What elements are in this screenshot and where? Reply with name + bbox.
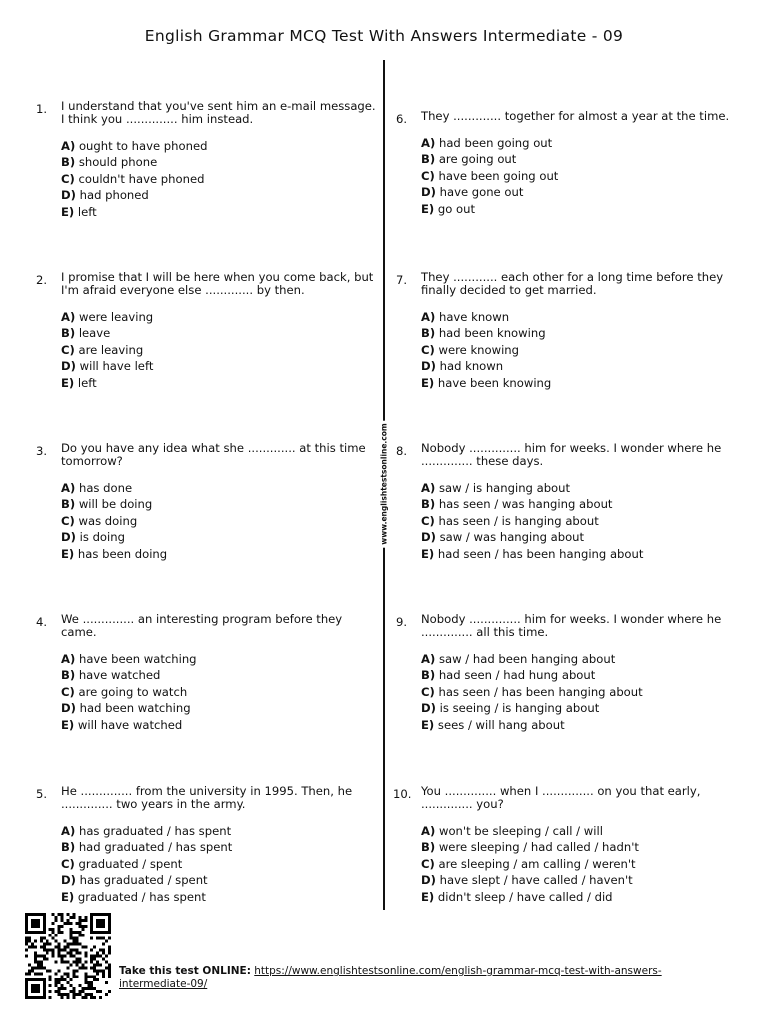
option-text: left <box>77 375 97 390</box>
footer <box>119 965 719 990</box>
options-list <box>61 138 377 220</box>
option-letter: C) <box>421 513 435 528</box>
answer-option[interactable] <box>61 856 377 872</box>
option-letter: B) <box>421 326 436 341</box>
answer-option[interactable] <box>421 667 737 683</box>
option-text: are sleeping / am calling / weren't <box>438 856 636 871</box>
option-letter: B) <box>61 840 76 855</box>
option-text: were leaving <box>78 310 154 324</box>
option-text: had been knowing <box>438 326 546 341</box>
qr-code <box>24 913 112 999</box>
question-text: I promise that I will be here when you come back, but I'm afraid everyone else ............. by then. <box>61 270 374 297</box>
options-list <box>61 309 377 391</box>
question-text: You .............. when I .............. on you that early, .............. you? <box>421 784 701 811</box>
option-letter: E) <box>421 717 435 732</box>
answer-option[interactable] <box>61 187 377 203</box>
option-letter: A) <box>61 310 76 324</box>
option-letter: A) <box>61 139 76 153</box>
answer-option[interactable] <box>421 717 737 733</box>
option-text: had known <box>439 359 504 374</box>
question-item <box>36 784 377 905</box>
question-number: 5. <box>36 787 48 801</box>
option-text: were sleeping / had called / hadn't <box>438 840 639 855</box>
answer-option[interactable] <box>61 889 377 905</box>
question-text: They ............ each other for a long time before they finally decided to get married. <box>421 270 724 297</box>
option-letter: A) <box>61 824 76 838</box>
question-text: I understand that you've sent him an e-mail message. I think you .............. him instead. <box>61 99 376 126</box>
answer-option[interactable] <box>421 151 737 167</box>
site-watermark-text: www.englishtestsonline.com <box>380 420 389 547</box>
question-item <box>36 441 377 562</box>
option-text: couldn't have phoned <box>78 171 205 186</box>
option-letter: E) <box>61 889 75 904</box>
option-letter: E) <box>61 546 75 561</box>
option-text: has graduated / has spent <box>78 824 232 838</box>
answer-option[interactable] <box>421 201 737 217</box>
answer-option[interactable] <box>61 667 377 683</box>
option-text: have been knowing <box>437 375 552 390</box>
footer-label: Take this test ONLINE: <box>119 965 251 977</box>
answer-option[interactable] <box>61 154 377 170</box>
option-text: is doing <box>79 530 125 545</box>
answer-option[interactable] <box>421 325 737 341</box>
question-number: 4. <box>36 615 48 629</box>
answer-option[interactable] <box>61 171 377 187</box>
answer-option[interactable] <box>61 651 377 667</box>
answer-option[interactable] <box>421 496 737 512</box>
question-text: Nobody .............. him for weeks. I wonder where he .............. all this time. <box>421 612 722 639</box>
answer-option[interactable] <box>61 872 377 888</box>
options-list <box>61 480 377 562</box>
options-list <box>61 823 377 905</box>
answer-option[interactable] <box>61 529 377 545</box>
option-text: are leaving <box>78 342 144 357</box>
option-letter: E) <box>421 201 435 216</box>
option-text: have slept / have called / haven't <box>439 873 633 888</box>
option-text: graduated / spent <box>78 856 183 871</box>
options-list <box>421 480 737 562</box>
option-letter: A) <box>421 481 436 495</box>
option-text: has seen / was hanging about <box>438 497 613 512</box>
option-text: have been going out <box>438 168 559 183</box>
option-text: had seen / has been hanging about <box>437 546 644 561</box>
options-list <box>421 309 737 391</box>
option-text: ought to have phoned <box>78 139 208 153</box>
question-number: 10. <box>393 787 412 801</box>
option-text: had been going out <box>438 136 553 150</box>
option-letter: A) <box>61 652 76 666</box>
option-letter: E) <box>61 204 75 219</box>
answer-option[interactable] <box>61 480 377 496</box>
option-letter: B) <box>421 497 436 512</box>
question-number: 8. <box>396 444 408 458</box>
option-text: has seen / has been hanging about <box>438 684 643 699</box>
option-letter: B) <box>61 497 76 512</box>
option-letter: B) <box>421 152 436 167</box>
option-text: are going out <box>438 152 517 167</box>
option-letter: B) <box>61 326 76 341</box>
question-number: 2. <box>36 273 48 287</box>
answer-option[interactable] <box>421 529 737 545</box>
option-letter: A) <box>61 481 76 495</box>
option-text: will be doing <box>78 497 153 512</box>
answer-option[interactable] <box>61 546 377 562</box>
answer-option[interactable] <box>421 135 737 151</box>
answer-option[interactable] <box>421 872 737 888</box>
option-text: is seeing / is hanging about <box>439 701 600 716</box>
answer-option[interactable] <box>421 309 737 325</box>
option-letter: C) <box>61 684 75 699</box>
answer-option[interactable] <box>421 839 737 855</box>
option-letter: E) <box>421 546 435 561</box>
answer-option[interactable] <box>421 168 737 184</box>
answer-option[interactable] <box>421 480 737 496</box>
option-letter: C) <box>61 513 75 528</box>
option-letter: C) <box>61 171 75 186</box>
answer-option[interactable] <box>61 513 377 529</box>
options-list <box>421 823 737 905</box>
option-letter: D) <box>61 188 76 203</box>
question-item <box>393 784 737 905</box>
option-letter: D) <box>61 873 76 888</box>
option-text: leave <box>78 326 111 341</box>
answer-option[interactable] <box>61 700 377 716</box>
answer-option[interactable] <box>61 375 377 391</box>
question-text: They ............. together for almost a year at the time. <box>421 109 730 123</box>
option-letter: C) <box>421 342 435 357</box>
question-item <box>396 270 737 391</box>
answer-option[interactable] <box>61 717 377 733</box>
answer-option[interactable] <box>61 496 377 512</box>
option-text: has been doing <box>77 546 168 561</box>
option-letter: A) <box>421 136 436 150</box>
question-number: 1. <box>36 102 48 116</box>
option-text: were knowing <box>438 342 520 357</box>
option-letter: A) <box>421 310 436 324</box>
options-list <box>421 135 737 217</box>
option-letter: B) <box>61 155 76 170</box>
answer-option[interactable] <box>61 204 377 220</box>
option-letter: E) <box>61 375 75 390</box>
option-text: have gone out <box>439 185 524 200</box>
answer-option[interactable] <box>421 375 737 391</box>
option-letter: B) <box>421 840 436 855</box>
option-text: graduated / has spent <box>77 889 206 904</box>
option-text: had been watching <box>79 701 191 716</box>
option-text: are going to watch <box>78 684 188 699</box>
question-item <box>396 441 737 562</box>
option-letter: D) <box>61 359 76 374</box>
answer-option[interactable] <box>61 823 377 839</box>
option-letter: E) <box>61 717 75 732</box>
answer-option[interactable] <box>421 823 737 839</box>
option-letter: D) <box>421 185 436 200</box>
option-text: have watched <box>78 668 161 683</box>
footer-link[interactable]: https://www.englishtestsonline.com/english-grammar-mcq-test-with-answers-intermediate-09/ <box>119 965 662 990</box>
option-letter: D) <box>61 701 76 716</box>
option-text: left <box>77 204 97 219</box>
answer-option[interactable] <box>61 342 377 358</box>
option-text: has done <box>78 481 133 495</box>
option-letter: D) <box>421 873 436 888</box>
answer-option[interactable] <box>421 358 737 374</box>
option-letter: C) <box>421 168 435 183</box>
answer-option[interactable] <box>61 839 377 855</box>
page-title: English Grammar MCQ Test With Answers Intermediate - 09 <box>144 27 624 45</box>
answer-option[interactable] <box>61 309 377 325</box>
answer-option[interactable] <box>421 651 737 667</box>
options-list <box>421 651 737 733</box>
option-letter: E) <box>421 889 435 904</box>
option-letter: D) <box>421 701 436 716</box>
option-text: go out <box>437 201 476 216</box>
option-text: will have watched <box>77 717 183 732</box>
option-text: should phone <box>78 155 158 170</box>
answer-option[interactable] <box>421 889 737 905</box>
question-item <box>36 99 377 220</box>
question-text: We .............. an interesting program before they came. <box>61 612 343 639</box>
question-number: 6. <box>396 112 408 126</box>
option-letter: C) <box>61 856 75 871</box>
option-letter: C) <box>421 856 435 871</box>
option-text: won't be sleeping / call / will <box>438 824 603 838</box>
option-letter: A) <box>421 824 436 838</box>
option-text: will have left <box>79 359 154 374</box>
option-text: didn't sleep / have called / did <box>437 889 613 904</box>
answer-option[interactable] <box>61 684 377 700</box>
option-letter: A) <box>421 652 436 666</box>
option-text: had seen / had hung about <box>438 668 596 683</box>
option-letter: C) <box>421 684 435 699</box>
option-text: had phoned <box>79 188 149 203</box>
answer-option[interactable] <box>61 325 377 341</box>
option-letter: B) <box>421 668 436 683</box>
option-letter: D) <box>421 359 436 374</box>
option-letter: D) <box>61 530 76 545</box>
question-text: Do you have any idea what she ............. at this time tomorrow? <box>61 441 366 468</box>
question-item <box>396 109 737 217</box>
option-text: had graduated / has spent <box>78 840 233 855</box>
answer-option[interactable] <box>421 700 737 716</box>
option-letter: E) <box>421 375 435 390</box>
answer-option[interactable] <box>421 856 737 872</box>
question-number: 3. <box>36 444 48 458</box>
option-text: sees / will hang about <box>437 717 565 732</box>
option-text: saw / was hanging about <box>439 530 585 545</box>
question-item <box>36 270 377 391</box>
answer-option[interactable] <box>421 513 737 529</box>
option-letter: B) <box>61 668 76 683</box>
answer-option[interactable] <box>61 358 377 374</box>
answer-option[interactable] <box>421 184 737 200</box>
option-text: has graduated / spent <box>79 873 208 888</box>
option-text: has seen / is hanging about <box>438 513 599 528</box>
option-text: have been watching <box>78 652 197 666</box>
question-item <box>396 612 737 733</box>
option-text: saw / had been hanging about <box>438 652 616 666</box>
question-item <box>36 612 377 733</box>
answer-option[interactable] <box>421 546 737 562</box>
question-text: Nobody .............. him for weeks. I wonder where he .............. these days. <box>421 441 722 468</box>
option-letter: C) <box>61 342 75 357</box>
question-number: 9. <box>396 615 408 629</box>
question-number: 7. <box>396 273 408 287</box>
option-text: was doing <box>78 513 138 528</box>
answer-option[interactable] <box>421 684 737 700</box>
answer-option[interactable] <box>61 138 377 154</box>
options-list <box>61 651 377 733</box>
option-text: have known <box>438 310 510 324</box>
answer-option[interactable] <box>421 342 737 358</box>
option-text: saw / is hanging about <box>438 481 571 495</box>
question-text: He .............. from the university in 1995. Then, he .............. two years in the army. <box>61 784 353 811</box>
option-letter: D) <box>421 530 436 545</box>
